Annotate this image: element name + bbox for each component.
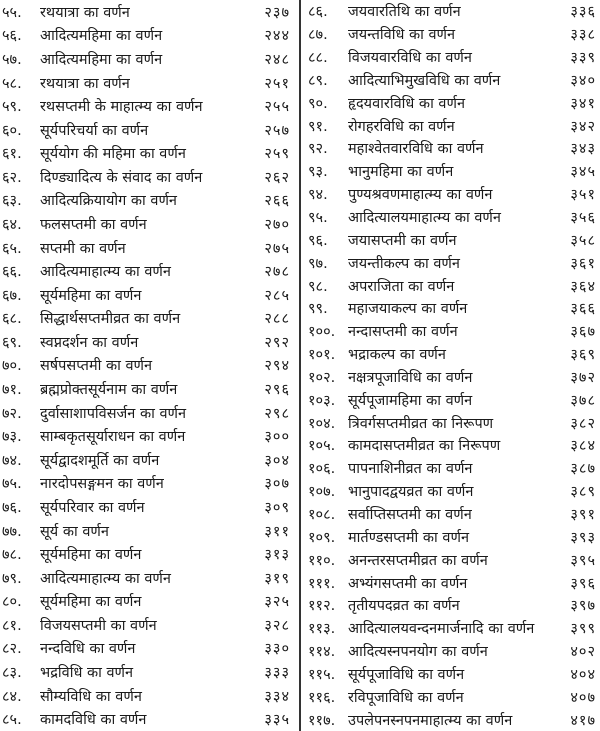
entry-number: ५९. — [2, 99, 22, 116]
entry-number: ६५. — [2, 240, 22, 257]
entry-number: ११४. — [308, 644, 336, 661]
toc-entry — [302, 114, 600, 137]
toc-entry — [302, 594, 600, 617]
entry-number: ११५. — [308, 666, 336, 683]
entry-page-number: ३६४ — [570, 278, 596, 295]
toc-entry — [0, 495, 298, 519]
entry-number: ६९. — [2, 334, 22, 351]
entry-title: आदित्यमहिमा का वर्णन — [40, 51, 163, 68]
entry-number: १११. — [308, 575, 336, 592]
entry-title: सूर्यमहिमा का वर्णन — [40, 287, 142, 304]
entry-title: अनन्तरसप्तमीव्रत का वर्णन — [348, 552, 488, 569]
entry-title: सौम्यविधि का वर्णन — [40, 688, 142, 705]
entry-number: ७८. — [2, 547, 22, 564]
entry-page-number: २९४ — [264, 358, 290, 375]
entry-page-number: ३४३ — [570, 141, 596, 158]
entry-page-number: ३२५ — [264, 594, 290, 611]
entry-title: ब्रह्मप्रोक्तसूर्यनाम का वर्णन — [40, 382, 178, 399]
entry-number: १०४. — [308, 415, 336, 432]
entry-page-number: ३१९ — [264, 570, 290, 587]
toc-entry — [0, 189, 298, 213]
entry-number: ७७. — [2, 523, 22, 540]
entry-title: भानुपादद्वयव्रत का वर्णन — [348, 484, 474, 501]
toc-entry — [302, 343, 600, 366]
entry-number: ७४. — [2, 452, 22, 469]
entry-number: ६०. — [2, 122, 22, 139]
entry-number: ७६. — [2, 499, 22, 516]
entry-number: ५७. — [2, 51, 22, 68]
toc-entry — [302, 388, 600, 411]
entry-page-number: ३६१ — [570, 255, 596, 272]
entry-page-number: ३९१ — [570, 506, 596, 523]
entry-page-number: ३०० — [264, 429, 290, 446]
entry-title: तृतीयपदव्रत का वर्णन — [348, 598, 460, 615]
entry-number: १०६. — [308, 461, 336, 478]
entry-number: ६७. — [2, 287, 22, 304]
entry-page-number: ४१७ — [570, 712, 596, 729]
entry-number: ८४. — [2, 688, 22, 705]
toc-entry — [0, 401, 298, 425]
entry-title: पापनाशिनीव्रत का वर्णन — [348, 461, 473, 478]
entry-title: जयवारतिथि का वर्णन — [348, 4, 461, 21]
entry-number: ९७. — [308, 255, 328, 272]
entry-title: सूर्यपरिचर्या का वर्णन — [40, 122, 149, 139]
toc-entry — [302, 434, 600, 457]
entry-page-number: २४४ — [264, 28, 290, 45]
toc-entry — [0, 707, 298, 731]
entry-page-number: ३३५ — [264, 712, 290, 729]
entry-title: अपराजिता का वर्णन — [348, 278, 455, 295]
entry-title: नन्दासप्तमी का वर्णन — [348, 324, 458, 341]
entry-title: साम्बकृतसूर्याराधन का वर्णन — [40, 429, 186, 446]
entry-title: फलसप्तमी का वर्णन — [40, 216, 147, 233]
entry-page-number: ३३३ — [264, 664, 290, 681]
entry-title: पुण्यश्रवणमाहात्म्य का वर्णन — [348, 187, 493, 204]
entry-number: ८५. — [2, 712, 22, 729]
entry-number: ६३. — [2, 193, 22, 210]
toc-entry — [0, 47, 298, 71]
toc-entry — [0, 613, 298, 637]
entry-title: सूर्यमहिमा का वर्णन — [40, 594, 142, 611]
entry-page-number: ३८७ — [570, 461, 596, 478]
entry-number: ९२. — [308, 141, 328, 158]
entry-title: हृदयवारविधि का वर्णन — [348, 95, 466, 112]
entry-page-number: २५९ — [264, 146, 290, 163]
entry-page-number: ३३६ — [570, 4, 596, 21]
entry-title: आदित्यक्रियायोग का वर्णन — [40, 193, 177, 210]
entry-number: ७५. — [2, 476, 22, 493]
entry-title: विजयवारविधि का वर्णन — [348, 50, 472, 67]
entry-title: सप्तमी का वर्णन — [40, 240, 126, 257]
entry-title: महाश्वेतवारविधि का वर्णन — [348, 141, 484, 158]
entry-number: १००. — [308, 324, 336, 341]
toc-entry — [302, 571, 600, 594]
entry-number: ८१. — [2, 617, 22, 634]
toc-entry — [302, 228, 600, 251]
entry-number: ७९. — [2, 570, 22, 587]
entry-title: भद्राकल्प का वर्णन — [348, 347, 446, 364]
toc-entry — [0, 141, 298, 165]
entry-page-number: २७८ — [264, 264, 290, 281]
entry-number: ११३. — [308, 621, 336, 638]
entry-title: सूर्यपरिवार का वर्णन — [40, 499, 145, 516]
entry-title: रोगहरविधि का वर्णन — [348, 118, 455, 135]
toc-entry — [0, 519, 298, 543]
toc-entry — [0, 236, 298, 260]
toc-entry — [0, 259, 298, 283]
entry-title: महाजयाकल्प का वर्णन — [348, 301, 468, 318]
toc-entry — [302, 206, 600, 229]
entry-page-number: ३८२ — [570, 415, 596, 432]
entry-page-number: २५५ — [264, 99, 290, 116]
toc-right-column — [302, 0, 600, 731]
entry-title: सूर्यद्वादशमूर्ति का वर्णन — [40, 452, 160, 469]
toc-entry — [0, 118, 298, 142]
entry-number: १०३. — [308, 392, 336, 409]
entry-page-number: ३१३ — [264, 547, 290, 564]
entry-number: ५६. — [2, 28, 22, 45]
entry-title: भद्रविधि का वर्णन — [40, 664, 134, 681]
entry-page-number: २६२ — [264, 169, 290, 186]
entry-number: १०९. — [308, 529, 336, 546]
entry-title: जयन्तविधि का वर्णन — [348, 27, 456, 44]
toc-entry — [302, 411, 600, 434]
toc-entry — [0, 0, 298, 24]
toc-entry — [302, 320, 600, 343]
toc-entry — [302, 617, 600, 640]
entry-page-number: ४०७ — [570, 689, 596, 706]
toc-entry — [0, 448, 298, 472]
entry-page-number: ४०४ — [570, 666, 596, 683]
entry-number: ६४. — [2, 216, 22, 233]
entry-page-number: ३२८ — [264, 617, 290, 634]
toc-entry — [302, 0, 600, 23]
entry-number: ५५. — [2, 4, 22, 21]
toc-entry — [302, 640, 600, 663]
entry-number: ९३. — [308, 164, 328, 181]
entry-page-number: ३४१ — [570, 95, 596, 112]
entry-title: दुर्वासाशापविसर्जन का वर्णन — [40, 405, 187, 422]
entry-title: रथसप्तमी के माहात्म्य का वर्णन — [40, 99, 203, 116]
entry-number: १०२. — [308, 369, 336, 386]
entry-title: सूर्यपूजाविधि का वर्णन — [348, 666, 465, 683]
entry-page-number: २९८ — [264, 405, 290, 422]
entry-title: मार्तण्डसप्तमी का वर्णन — [348, 529, 469, 546]
entry-page-number: ३३८ — [570, 27, 596, 44]
entry-title: सूर्ययोग की महिमा का वर्णन — [40, 146, 186, 163]
toc-entry — [0, 354, 298, 378]
entry-page-number: ३८४ — [570, 438, 596, 455]
toc-entry — [0, 377, 298, 401]
toc-entry — [0, 660, 298, 684]
entry-page-number: २५१ — [264, 75, 290, 92]
entry-title: आदित्यालयमाहात्म्य का वर्णन — [348, 210, 501, 227]
entry-title: त्रिवर्गसप्तमीव्रत का निरूपण — [348, 415, 494, 432]
entry-number: ८२. — [2, 641, 22, 658]
toc-entry — [0, 472, 298, 496]
entry-page-number: २४८ — [264, 51, 290, 68]
entry-number: ९८. — [308, 278, 328, 295]
entry-title: नक्षत्रपूजाविधि का वर्णन — [348, 369, 473, 386]
toc-entry — [0, 589, 298, 613]
toc-entry — [302, 183, 600, 206]
toc-entry — [302, 366, 600, 389]
entry-title: कामदविधि का वर्णन — [40, 712, 147, 729]
entry-number: ७२. — [2, 405, 22, 422]
entry-page-number: ३९५ — [570, 552, 596, 569]
entry-title: आदित्यमाहात्म्य का वर्णन — [40, 264, 171, 281]
entry-title: आदित्यस्नपनयोग का वर्णन — [348, 644, 488, 661]
entry-title: दिण्ड्यादित्य के संवाद का वर्णन — [40, 169, 203, 186]
entry-page-number: ३५१ — [570, 187, 596, 204]
entry-title: नन्दविधि का वर्णन — [40, 641, 136, 658]
entry-page-number: ३७२ — [570, 369, 596, 386]
entry-number: १०१. — [308, 347, 336, 364]
toc-entry — [302, 662, 600, 685]
toc-entry — [0, 165, 298, 189]
entry-page-number: ३४५ — [570, 164, 596, 181]
entry-page-number: २९६ — [264, 382, 290, 399]
entry-page-number: २६६ — [264, 193, 290, 210]
entry-number: ६८. — [2, 311, 22, 328]
entry-title: आदित्यालयवन्दनमार्जनादि का वर्णन — [348, 621, 535, 638]
entry-number: ६६. — [2, 264, 22, 281]
toc-entry — [302, 23, 600, 46]
toc-entry — [0, 212, 298, 236]
toc-entry — [302, 46, 600, 69]
entry-title: अभ्यंगसप्तमी का वर्णन — [348, 575, 468, 592]
entry-page-number: ३५६ — [570, 210, 596, 227]
entry-title: रविपूजाविधि का वर्णन — [348, 689, 464, 706]
entry-page-number: ३९६ — [570, 575, 596, 592]
entry-title: सूर्यमहिमा का वर्णन — [40, 547, 142, 564]
entry-page-number: ४०२ — [570, 644, 596, 661]
entry-number: ११६. — [308, 689, 336, 706]
toc-entry — [302, 274, 600, 297]
entry-title: कामदासप्तमीव्रत का निरूपण — [348, 438, 501, 455]
entry-page-number: ३९३ — [570, 529, 596, 546]
entry-number: १०५. — [308, 438, 336, 455]
entry-page-number: २९२ — [264, 334, 290, 351]
entry-page-number: २८५ — [264, 287, 290, 304]
entry-page-number: २८८ — [264, 311, 290, 328]
entry-page-number: ३३० — [264, 641, 290, 658]
entry-page-number: ३४० — [570, 72, 596, 89]
entry-page-number: ३०७ — [264, 476, 290, 493]
toc-entry — [0, 71, 298, 95]
entry-title: उपलेपनस्नपनमाहात्म्य का वर्णन — [348, 712, 513, 729]
entry-title: रथयात्रा का वर्णन — [40, 75, 130, 92]
toc-entry — [302, 457, 600, 480]
toc-entry — [302, 685, 600, 708]
toc-entry — [0, 637, 298, 661]
toc-left-column — [0, 0, 298, 731]
toc-entry — [302, 91, 600, 114]
entry-title: जयन्तीकल्प का वर्णन — [348, 255, 460, 272]
entry-title: जयासप्तमी का वर्णन — [348, 232, 457, 249]
entry-page-number: ३०९ — [264, 499, 290, 516]
toc-entry — [0, 330, 298, 354]
entry-page-number: ३६७ — [570, 324, 596, 341]
toc-entry — [0, 283, 298, 307]
entry-number: ८७. — [308, 27, 328, 44]
entry-page-number: ३९७ — [570, 598, 596, 615]
entry-title: सर्षपसप्तमी का वर्णन — [40, 358, 153, 375]
entry-number: ६२. — [2, 169, 22, 186]
entry-page-number: ३७८ — [570, 392, 596, 409]
toc-entry — [302, 503, 600, 526]
toc-entry — [302, 137, 600, 160]
entry-number: ८८. — [308, 50, 328, 67]
entry-title: आदित्याभिमुखविधि का वर्णन — [348, 72, 501, 89]
entry-number: १०७. — [308, 484, 336, 501]
entry-number: ८०. — [2, 594, 22, 611]
toc-entry — [302, 525, 600, 548]
column-divider — [299, 0, 301, 731]
entry-number: ९६. — [308, 232, 328, 249]
entry-number: ९४. — [308, 187, 328, 204]
entry-page-number: ३०४ — [264, 452, 290, 469]
toc-entry — [0, 542, 298, 566]
toc-entry — [0, 566, 298, 590]
entry-title: स्वप्नदर्शन का वर्णन — [40, 334, 139, 351]
entry-title: सूर्य का वर्णन — [40, 523, 109, 540]
entry-title: सर्वाप्तिसप्तमी का वर्णन — [348, 506, 472, 523]
toc-entry — [0, 424, 298, 448]
entry-page-number: ३९९ — [570, 621, 596, 638]
entry-title: विजयसप्तमी का वर्णन — [40, 617, 157, 634]
entry-page-number: ३८९ — [570, 484, 596, 501]
toc-entry — [302, 297, 600, 320]
toc-entry — [0, 307, 298, 331]
entry-page-number: ३३९ — [570, 50, 596, 67]
entry-page-number: ३६९ — [570, 347, 596, 364]
entry-page-number: ३६६ — [570, 301, 596, 318]
entry-title: नारदोपसङ्गमन का वर्णन — [40, 476, 164, 493]
entry-page-number: ३४२ — [570, 118, 596, 135]
entry-number: ११७. — [308, 712, 336, 729]
entry-number: १०८. — [308, 506, 336, 523]
entry-number: ५८. — [2, 75, 22, 92]
entry-number: ११०. — [308, 552, 336, 569]
entry-page-number: २५७ — [264, 122, 290, 139]
entry-page-number: ३११ — [264, 523, 290, 540]
entry-number: ७१. — [2, 382, 22, 399]
entry-page-number: २७० — [264, 216, 290, 233]
entry-number: ८९. — [308, 72, 328, 89]
entry-page-number: ३५८ — [570, 232, 596, 249]
entry-page-number: ३३४ — [264, 688, 290, 705]
entry-number: ८६. — [308, 4, 328, 21]
entry-number: ८३. — [2, 664, 22, 681]
entry-number: ७०. — [2, 358, 22, 375]
entry-title: आदित्यमहिमा का वर्णन — [40, 28, 163, 45]
entry-title: सिद्धार्थसप्तमीव्रत का वर्णन — [40, 311, 181, 328]
toc-entry — [0, 684, 298, 708]
entry-page-number: २३७ — [264, 4, 290, 21]
entry-title: सूर्यपूजामहिमा का वर्णन — [348, 392, 473, 409]
toc-entry — [0, 94, 298, 118]
entry-number: ९५. — [308, 210, 328, 227]
entry-number: ९१. — [308, 118, 328, 135]
toc-entry — [302, 708, 600, 731]
toc-entry — [302, 69, 600, 92]
entry-title: आदित्यमाहात्म्य का वर्णन — [40, 570, 171, 587]
entry-title: रथयात्रा का वर्णन — [40, 4, 130, 21]
toc-entry — [302, 160, 600, 183]
toc-entry — [302, 480, 600, 503]
entry-number: ९९. — [308, 301, 328, 318]
entry-number: ७३. — [2, 429, 22, 446]
entry-page-number: २७५ — [264, 240, 290, 257]
toc-entry — [302, 548, 600, 571]
toc-entry — [302, 251, 600, 274]
entry-number: ६१. — [2, 146, 22, 163]
entry-number: ११२. — [308, 598, 336, 615]
entry-number: ९०. — [308, 95, 328, 112]
toc-entry — [0, 24, 298, 48]
entry-title: भानुमहिमा का वर्णन — [348, 164, 454, 181]
